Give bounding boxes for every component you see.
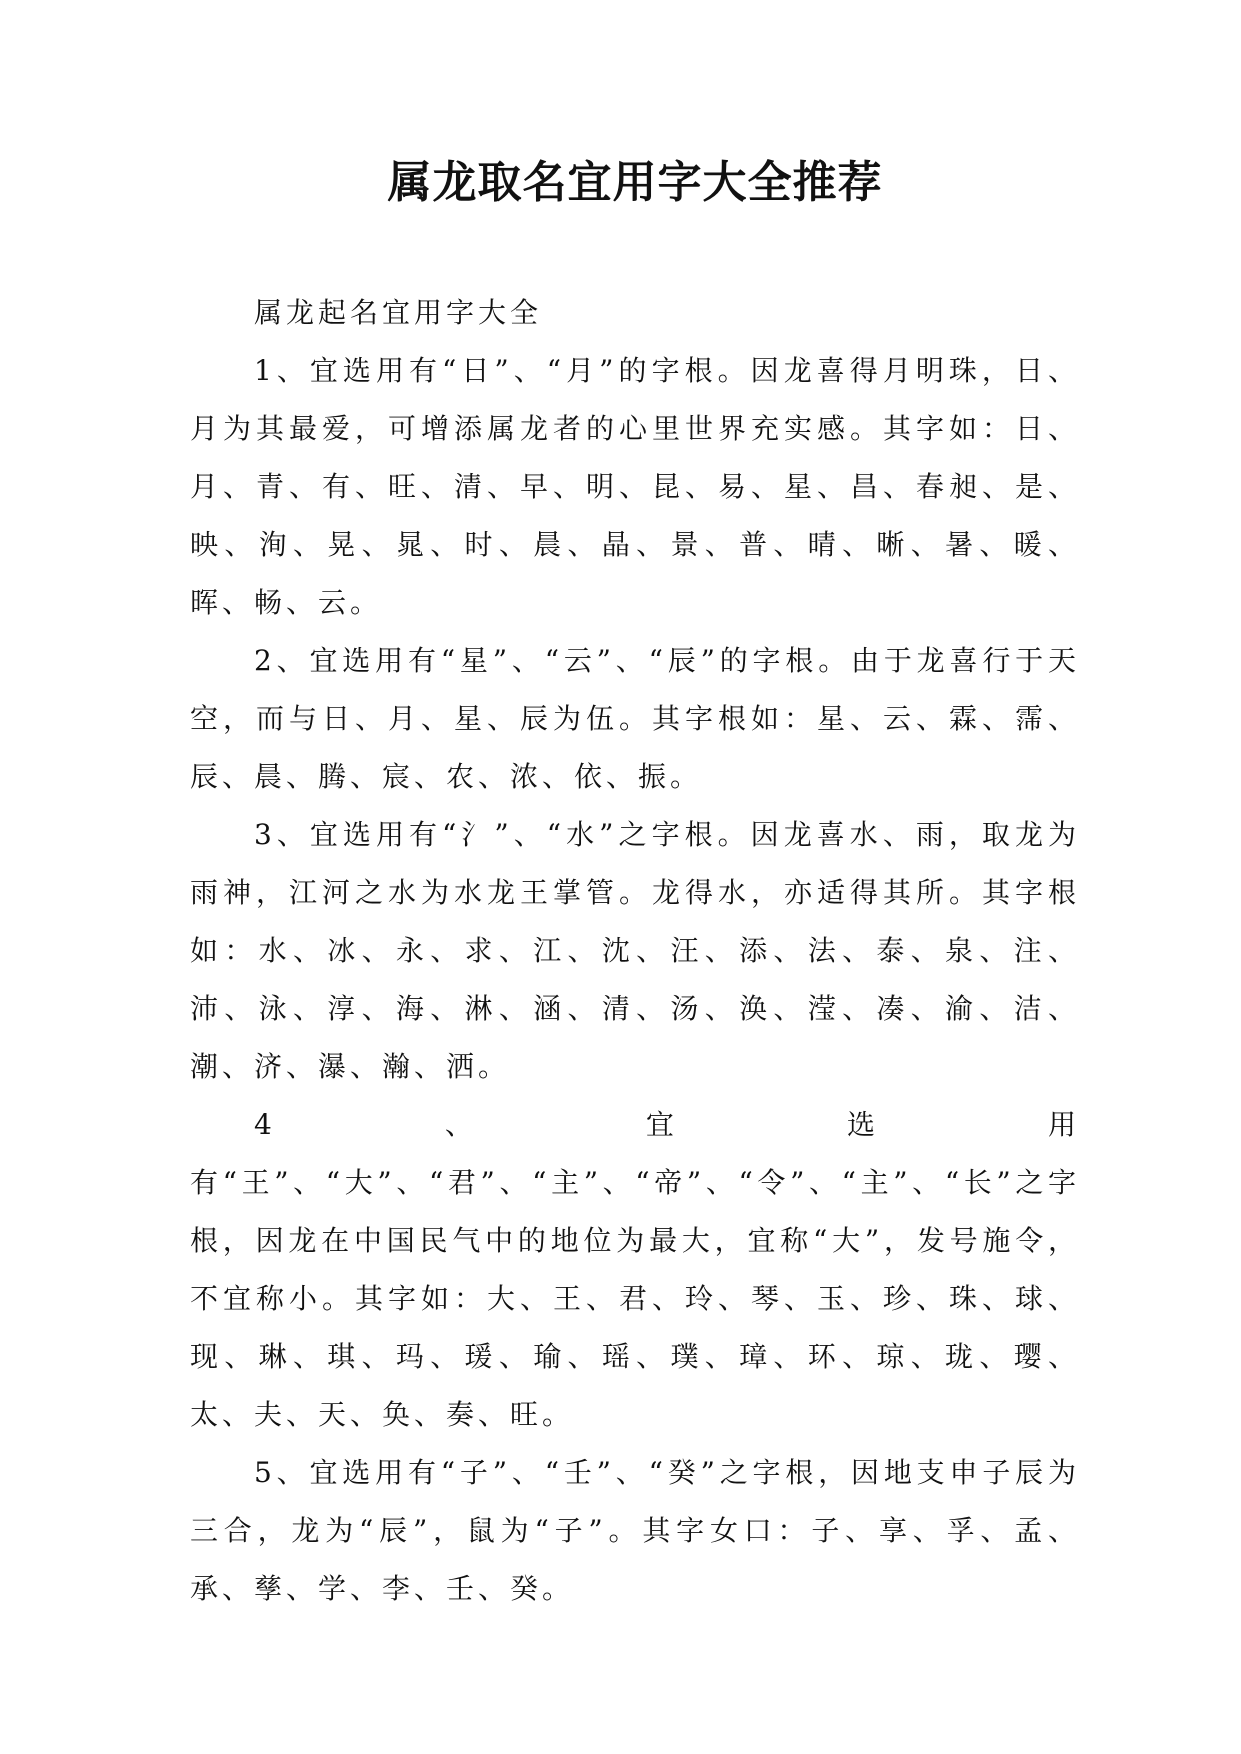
document-page [190,0,1080,1754]
paragraph-1: 1、宜选用有“日”、“月”的字根。因龙喜得月明珠，日、月为其最爱，可增添属龙者的心里世界充实感。其字如：日、月、青、有、旺、清、早、明、昆、易、星、昌、春昶、是、映、洵、晃、晁、时、晨、晶、景、普、晴、晰、暑、暖、晖、畅、云。 [190,354,1080,619]
paragraph-5: 5、宜选用有“子”、“壬”、“癸”之字根，因地支申子辰为三合，龙为“辰”，鼠为“子”。其字女口：子、享、孚、孟、承、孳、学、李、壬、癸。 [190,1456,1080,1605]
paragraph-4: 4、宜选用有“王”、“大”、“君”、“主”、“帝”、“令”、“主”、“长”之字根，因龙在中国民气中的地位为最大，宜称“大”，发号施令，不宜称小。其字如：大、王、君、玲、琴、玉、珍、珠、球、现、琳、琪、玛、瑗、瑜、瑶、璞、璋、环、琼、珑、璎、太、夫、天、奂、奏、旺。 [190,1108,1080,1431]
paragraph-2: 2、宜选用有“星”、“云”、“辰”的字根。由于龙喜行于天空，而与日、月、星、辰为伍。其字根如：星、云、霖、霈、辰、晨、腾、宸、农、浓、依、振。 [190,644,1080,793]
paragraph-3: 3、宜选用有“氵”、“水”之字根。因龙喜水、雨，取龙为雨神，江河之水为水龙王掌管。龙得水，亦适得其所。其字根如：水、冰、永、求、江、沈、汪、添、法、泰、泉、注、沛、泳、淳、海、淋、涵、清、汤、涣、滢、凑、渝、洁、潮、济、瀑、瀚、洒。 [190,818,1080,1083]
subtitle-paragraph: 属龙起名宜用字大全 [254,296,543,329]
document-body [190,284,1080,1618]
document-title: 属龙取名宜用字大全推荐 [387,157,883,208]
